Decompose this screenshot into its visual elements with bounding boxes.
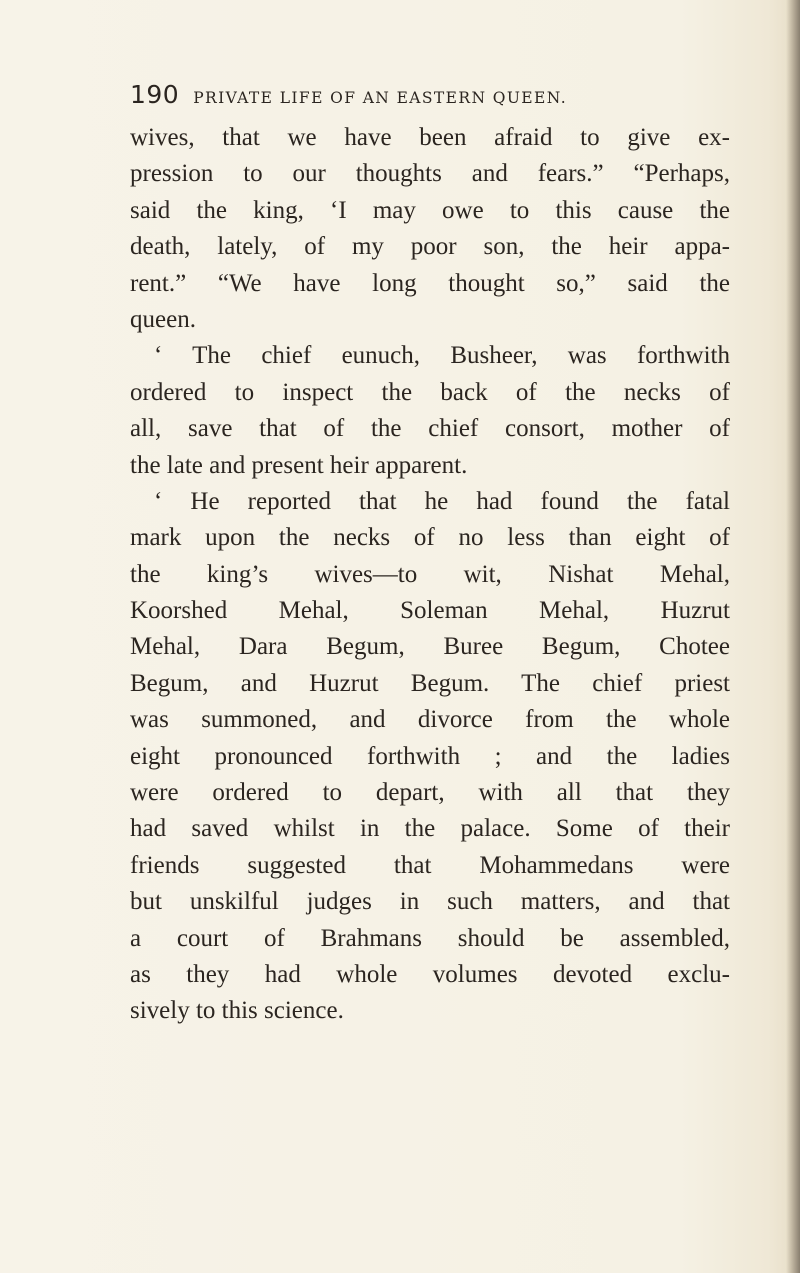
page-number: 190 (130, 80, 180, 109)
text-line: had saved whilst in the palace. Some of their (130, 815, 730, 843)
text-line: Begum, and Huzrut Begum. The chief priest (130, 669, 730, 697)
text-line: were ordered to depart, with all that they (130, 779, 730, 807)
body-text (130, 120, 730, 1030)
text-line: eight pronounced forthwith ; and the ladies (130, 742, 730, 770)
text-line: Koorshed Mehal, Soleman Mehal, Huzrut (130, 597, 730, 625)
running-header (130, 80, 730, 116)
text-line: queen. (130, 305, 196, 333)
text-line: pression to our thoughts and fears.” “Perhaps, (130, 160, 730, 188)
text-line: as they had whole volumes devoted exclu- (130, 960, 730, 988)
text-line: mark upon the necks of no less than eight of (130, 524, 730, 552)
text-line: was summoned, and divorce from the whole (130, 706, 730, 734)
text-line: the king’s wives—to wit, Nishat Mehal, (130, 560, 730, 588)
text-line: Mehal, Dara Begum, Buree Begum, Chotee (130, 633, 730, 661)
text-line: ordered to inspect the back of the necks of (130, 378, 730, 406)
page-edge-shadow (786, 0, 800, 1273)
text-line: friends suggested that Mohammedans were (130, 851, 730, 879)
text-line: ‘ He reported that he had found the fatal (154, 487, 730, 515)
text-line: all, save that of the chief consort, mother of (130, 415, 730, 443)
text-line: a court of Brahmans should be assembled, (130, 924, 730, 952)
text-line: sively to this science. (130, 997, 344, 1025)
text-line: but unskilful judges in such matters, and that (130, 888, 730, 916)
text-line: death, lately, of my poor son, the heir appa- (130, 233, 730, 261)
text-line: rent.” “We have long thought so,” said the (130, 269, 730, 297)
text-line: ‘ The chief eunuch, Busheer, was forthwith (154, 342, 730, 370)
running-title: PRIVATE LIFE OF AN EASTERN QUEEN. (193, 89, 568, 107)
text-line: said the king, ‘I may owe to this cause the (130, 196, 730, 224)
text-line: wives, that we have been afraid to give ex- (130, 124, 730, 151)
text-line: the late and present heir apparent. (130, 451, 468, 479)
